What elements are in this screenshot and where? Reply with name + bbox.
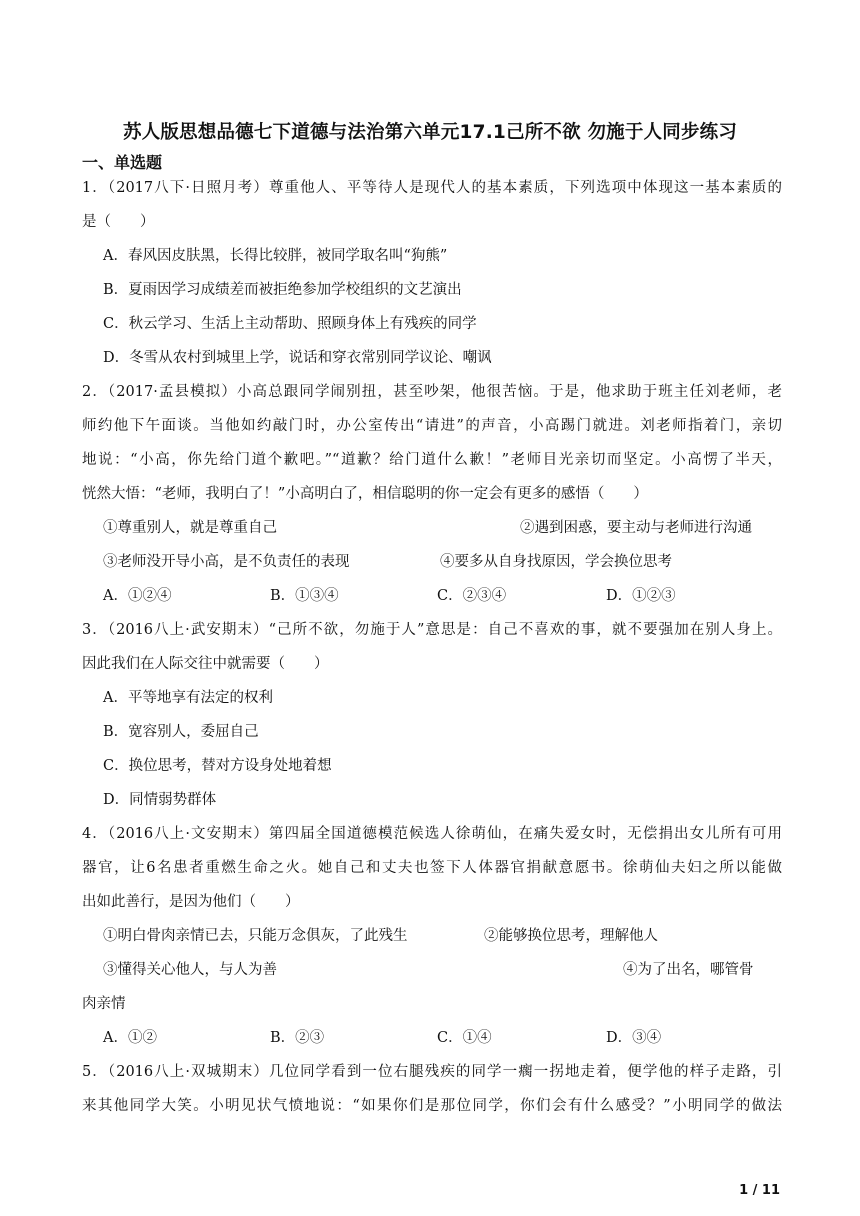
q4-stem-line1: 4．（2016八上·文安期末）第四届全国道德模范候选人徐萌仙，在痛失爱女时，无偿捐出女儿所有可用 bbox=[82, 826, 782, 842]
q5-stem-line1: 5．（2016八上·双城期末）几位同学看到一位右腿残疾的同学一瘸一拐地走着，便学他的样子走路，引 bbox=[82, 1064, 782, 1080]
q1-option-c: C．秋云学习、生活上主动帮助、照顾身体上有残疾的同学 bbox=[103, 316, 477, 332]
q3-option-a: A．平等地享有法定的权利 bbox=[103, 690, 273, 706]
q2-option-a: A．①②④ bbox=[103, 588, 172, 604]
q4-stem-line2: 器官，让6名患者重燃生命之火。她自己和丈夫也签下人体器官捐献意愿书。徐萌仙夫妇之所以能做 bbox=[82, 860, 782, 876]
q1-option-b: B．夏雨因学习成绩差而被拒绝参加学校组织的文艺演出 bbox=[103, 282, 462, 298]
q2-option-d: D．①②③ bbox=[606, 588, 676, 604]
q3-stem-line1: 3．（2016八上·武安期末）“己所不欲，勿施于人”意思是：自己不喜欢的事，就不要强加在别人身上。 bbox=[82, 622, 782, 638]
q2-stem-line1: 2．（2017·孟县模拟）小高总跟同学闹别扭，甚至吵架，他很苦恼。于是，他求助于班主任刘老师，老 bbox=[82, 384, 782, 400]
q4-statement-3: ③懂得关心他人，与人为善 bbox=[103, 962, 277, 978]
q2-stem-line2: 师约他下午面谈。当他如约敲门时，办公室传出“请进”的声音，小高踢门就进。刘老师指着门，亲切 bbox=[82, 418, 782, 434]
q2-statement-4: ④要多从自身找原因，学会换位思考 bbox=[440, 554, 672, 570]
page-number: 1 / 11 bbox=[739, 1183, 780, 1198]
q1-stem-line2: 是（ ） bbox=[82, 214, 155, 230]
q2-statement-1: ①尊重别人，就是尊重自己 bbox=[103, 520, 277, 536]
q4-option-d: D．③④ bbox=[606, 1030, 662, 1046]
q4-option-b: B．②③ bbox=[270, 1030, 325, 1046]
q2-statement-2: ②遇到困惑，要主动与老师进行沟通 bbox=[520, 520, 752, 536]
q4-option-c: C．①④ bbox=[437, 1030, 492, 1046]
q1-stem-line1: 1．（2017八下·日照月考）尊重他人、平等待人是现代人的基本素质，下列选项中体现这一基本素质的 bbox=[82, 180, 782, 196]
q5-stem-line2: 来其他同学大笑。小明见状气愤地说：“如果你们是那位同学，你们会有什么感受？”小明同学的做法 bbox=[82, 1098, 782, 1114]
q4-statement-1: ①明白骨肉亲情已去，只能万念俱灰，了此残生 bbox=[103, 928, 408, 944]
q2-stem-line4: 恍然大悟：“老师，我明白了！”小高明白了，相信聪明的你一定会有更多的感悟（ ） bbox=[82, 486, 648, 502]
q2-stem-line3: 地说：“小高，你先给门道个歉吧。”“道歉？给门道什么歉！”老师目光亲切而坚定。小高愣了半天， bbox=[82, 452, 782, 468]
q4-statement-2: ②能够换位思考，理解他人 bbox=[484, 928, 658, 944]
q2-option-b: B．①③④ bbox=[270, 588, 339, 604]
section-heading: 一、单选题 bbox=[82, 153, 163, 172]
q4-option-a: A．①② bbox=[103, 1030, 157, 1046]
q3-option-d: D．同情弱势群体 bbox=[103, 792, 217, 808]
q2-statement-3: ③老师没开导小高，是不负责任的表现 bbox=[103, 554, 350, 570]
page-title: 苏人版思想品德七下道德与法治第六单元17.1己所不欲 勿施于人同步练习 bbox=[122, 122, 738, 143]
q3-option-b: B．宽容别人，委屈自己 bbox=[103, 724, 259, 740]
q1-option-a: A．春风因皮肤黑，长得比较胖，被同学取名叫“狗熊” bbox=[103, 248, 448, 264]
q3-stem-line2: 因此我们在人际交往中就需要（ ） bbox=[82, 656, 329, 672]
q4-statement-4-cont: 肉亲情 bbox=[82, 996, 126, 1012]
q4-stem-line3: 出如此善行，是因为他们（ ） bbox=[82, 894, 300, 910]
q3-option-c: C．换位思考，替对方设身处地着想 bbox=[103, 758, 332, 774]
q1-option-d: D．冬雪从农村到城里上学，说话和穿衣常别同学议论、嘲讽 bbox=[103, 350, 492, 366]
q2-option-c: C．②③④ bbox=[437, 588, 507, 604]
q4-statement-4: ④为了出名，哪管骨 bbox=[623, 962, 754, 978]
